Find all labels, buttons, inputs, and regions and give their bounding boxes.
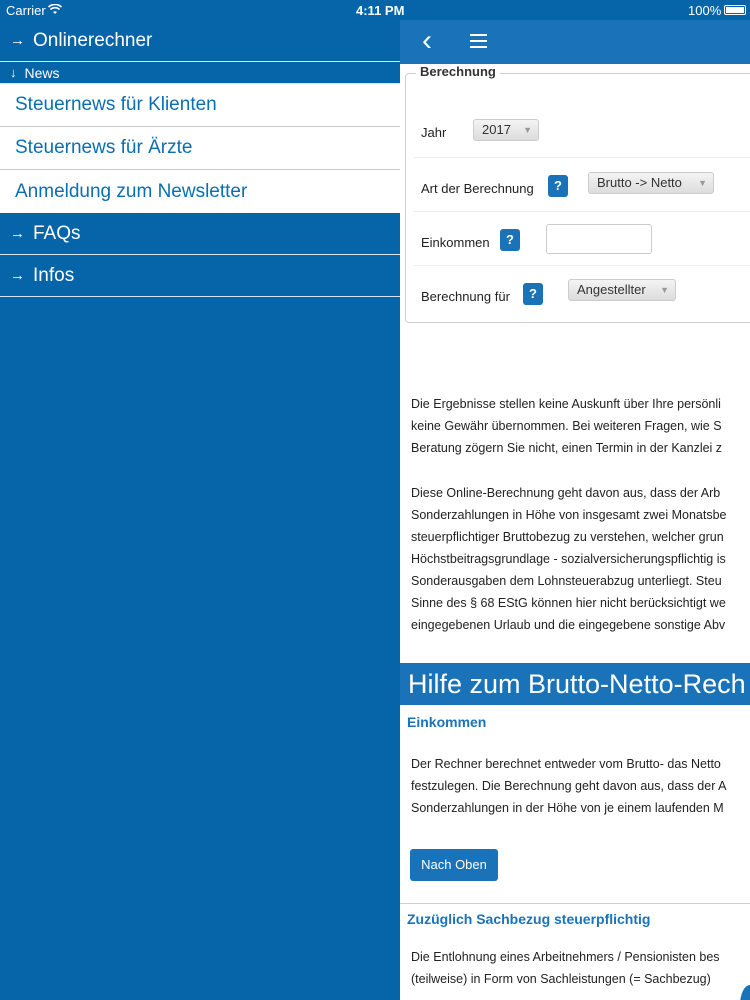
wifi-icon	[48, 3, 62, 18]
submenu-item-steuernews-aerzte[interactable]: Steuernews für Ärzte	[0, 127, 400, 170]
menu-item-infos[interactable]	[0, 255, 400, 297]
floating-action-button[interactable]	[740, 985, 750, 1000]
battery-icon	[724, 5, 746, 15]
form-row-jahr	[414, 104, 750, 158]
menu-item-label: Onlinerechner	[33, 29, 153, 51]
back-chevron-icon[interactable]: ‹	[422, 24, 432, 57]
art-label: Art der Berechnung	[421, 181, 534, 196]
einkommen-input[interactable]	[546, 224, 652, 254]
jahr-select[interactable]	[473, 119, 539, 141]
chevron-down-icon: ▼	[698, 178, 707, 188]
submenu-item-steuernews-klienten[interactable]: Steuernews für Klienten	[0, 84, 400, 127]
side-menu	[0, 20, 400, 1000]
hamburger-icon[interactable]	[470, 34, 487, 52]
einkommen-help-paragraph: Der Rechner berechnet entweder vom Brutto- das Netto festzulegen. Die Berechnung geht davon aus, dass der A Sonderzahlungen in der Höhe von je einem laufenden M	[411, 757, 727, 815]
assumption-paragraph: Diese Online-Berechnung geht davon aus, dass der Arb Sonderzahlungen in Höhe von insgesamt zwei Monatsbe steuerpflichtiger Bruttobezug zu verstehen, welcher grun Höchstbeitragsgrundlage - sozialversicherungspflichtig is Sonderausgaben dem Lohnsteuerabzug unterliegt. Steu Sinne des § 68 EStG können hier nicht berücksichtigt we eingegebenen Urlaub und die eingegebene sonstige Abv	[411, 486, 727, 632]
art-help-button[interactable]: ?	[548, 175, 568, 197]
einkommen-help-button[interactable]: ?	[500, 229, 520, 251]
submenu-item-newsletter[interactable]: Anmeldung zum Newsletter	[15, 180, 248, 202]
battery-percent: 100%	[688, 3, 722, 18]
arrow-right-icon: →	[10, 225, 25, 242]
fuer-select[interactable]	[568, 279, 676, 301]
main-panel	[400, 20, 750, 1000]
carrier-label: Carrier	[6, 3, 46, 18]
jahr-select-value: 2017	[482, 122, 511, 137]
fuer-label: Berechnung für	[421, 289, 510, 304]
nav-bar	[400, 20, 750, 64]
form-rows	[414, 104, 750, 319]
art-select[interactable]	[588, 172, 714, 194]
fuer-help-button[interactable]: ?	[523, 283, 543, 305]
sachbezug-paragraph: Die Entlohnung eines Arbeitnehmers / Pensionisten bes (teilweise) in Form von Sachleistungen (= Sachbezug)	[411, 950, 720, 986]
help-section-title: Hilfe zum Brutto-Netto-Rech	[400, 663, 750, 705]
status-bar	[0, 0, 750, 20]
menu-item-label: FAQs	[33, 222, 81, 244]
arrow-down-icon: ↓	[10, 65, 17, 80]
menu-section-label: News	[24, 64, 60, 81]
sachbezug-heading: Zuzüglich Sachbezug steuerpflichtig	[407, 911, 651, 927]
jahr-label: Jahr	[421, 125, 447, 140]
arrow-right-icon: →	[10, 267, 25, 284]
chevron-down-icon: ▼	[660, 285, 669, 295]
einkommen-heading: Einkommen	[407, 714, 487, 730]
clock: 4:11 PM	[356, 3, 405, 18]
berechnung-fieldset	[405, 64, 750, 323]
chevron-down-icon: ▼	[523, 125, 532, 135]
menu-section-news[interactable]	[0, 62, 400, 84]
einkommen-label: Einkommen	[421, 235, 490, 250]
fuer-select-value: Angestellter	[577, 282, 646, 297]
nach-oben-button[interactable]: Nach Oben	[410, 849, 498, 881]
section-divider	[400, 903, 750, 904]
menu-item-faqs[interactable]	[0, 213, 400, 255]
news-submenu	[0, 84, 400, 213]
menu-item-label: Infos	[33, 264, 75, 286]
disclaimer-paragraph: Die Ergebnisse stellen keine Auskunft über Ihre persönli keine Gewähr übernommen. Bei weiteren Fragen, wie S Beratung zögern Sie nicht, einen Termin in der Kanzlei z	[411, 397, 723, 455]
form-row-einkommen	[414, 212, 750, 266]
form-row-fuer	[414, 266, 750, 319]
fieldset-legend: Berechnung	[416, 64, 500, 79]
arrow-right-icon: →	[10, 32, 25, 49]
menu-item-onlinerechner[interactable]	[0, 20, 400, 62]
art-select-value: Brutto -> Netto	[597, 175, 682, 190]
form-row-art	[414, 158, 750, 212]
